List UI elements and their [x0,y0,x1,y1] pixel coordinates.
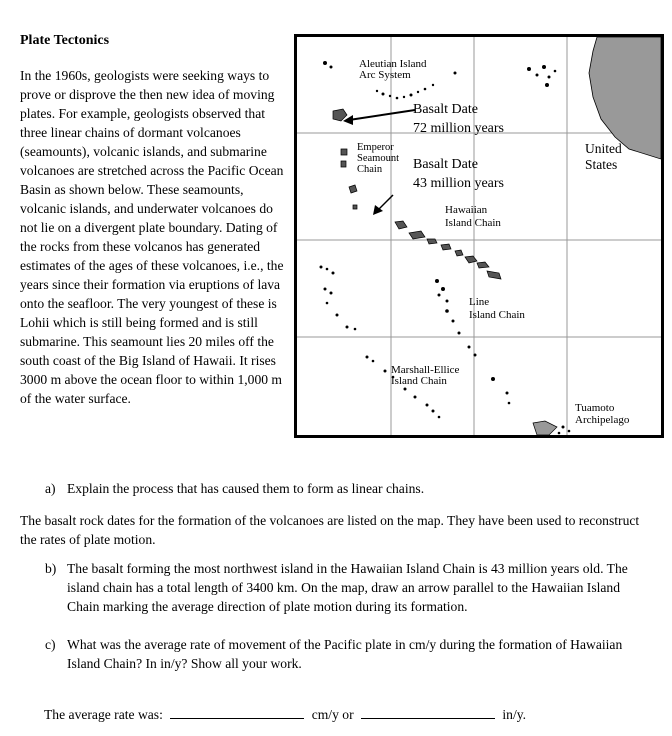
answer-unit-in: in/y. [502,707,527,722]
aleutian-label-2: Arc System [359,69,411,81]
pacific-map [294,34,664,438]
marshall-label-1: Marshall-Ellice [391,364,460,376]
question-a [45,479,645,498]
tuamoto-label-2: Archipelago [575,414,630,426]
question-c-label: c) [45,637,56,652]
answer-prefix: The average rate was: [44,707,163,722]
line-label-2: Island Chain [469,309,525,321]
emperor-label-1: Emperor [357,142,394,153]
basalt-paragraph: The basalt rock dates for the formation of the volcanoes are listed on the map. They have been used to reconstruct the rates of plate motion. [20,513,640,547]
basalt-43-label-1: Basalt Date [413,157,478,172]
question-b-text: The basalt forming the most northwest island in the Hawaiian Island Chain is 43 million years old. The island chain has a total length of 3400 km. On the map, draw an arrow parallel to the Hawaiian Island Chain marking the average direction of plate motion during its formation. [67,561,628,614]
emperor-label-3: Chain [357,164,383,175]
hawaiian-label-1: Hawaiian [445,204,488,216]
hawaiian-islands [395,221,501,279]
basalt-72-label-2: 72 million years [413,121,504,136]
tuamoto-landmass [533,421,557,435]
us-label-1: United [585,141,622,156]
question-a-label: a) [45,481,56,496]
cm-per-year-blank[interactable] [170,706,304,719]
question-b-label: b) [45,561,57,576]
tuamoto-label-1: Tuamoto [575,402,615,414]
us-label-2: States [585,157,618,172]
question-c-text: What was the average rate of movement of the Pacific plate in cm/y during the formation of Hawaiian Island Chain? In in/y? Show all your work. [67,637,623,671]
answer-unit-cm: cm/y or [311,707,354,722]
emperor-seamounts [333,109,357,209]
basalt-72-arrow [349,110,415,120]
basalt-72-label-1: Basalt Date [413,102,478,117]
in-per-year-blank[interactable] [361,706,495,719]
hawaiian-label-2: Island Chain [445,217,501,229]
emperor-label-2: Seamount [357,153,399,164]
intro-paragraph: In the 1960s, geologists were seeking ways to prove or disprove the then new idea of moving plates. For example, geologists observed that three linear chains of dormant volcanoes (seamounts), volcanic islands, and submarine volcanoes are stretched across the Pacific Ocean Basin as shown below. These seamounts, volcanic islands, and underwater volcanoes do not lie on a divergent plate boundary. Dating of the rocks from these volcanos has generated estimates of the ages of these volcanoes, i.e., the years since their formation via eruptions of lava onto the seafloor. The very youngest of these is Lohii which is still being formed and is still submarine. This seamount lies 20 miles off the south coast of the Big Island of Hawaii. It rises 3000 m above the ocean floor to within 1,000 m of the water surface. [20,68,284,406]
page-title: Plate Tectonics [20,33,110,48]
answer-line [44,706,526,723]
marshall-ellice-islands [320,266,511,419]
aleutian-label-1: Aleutian Island [359,58,427,70]
marshall-label-2: Island Chain [391,375,447,387]
question-a-text: Explain the process that has caused them to form as linear chains. [67,481,425,496]
line-label-1: Line [469,296,490,308]
basalt-43-label-2: 43 million years [413,176,504,191]
